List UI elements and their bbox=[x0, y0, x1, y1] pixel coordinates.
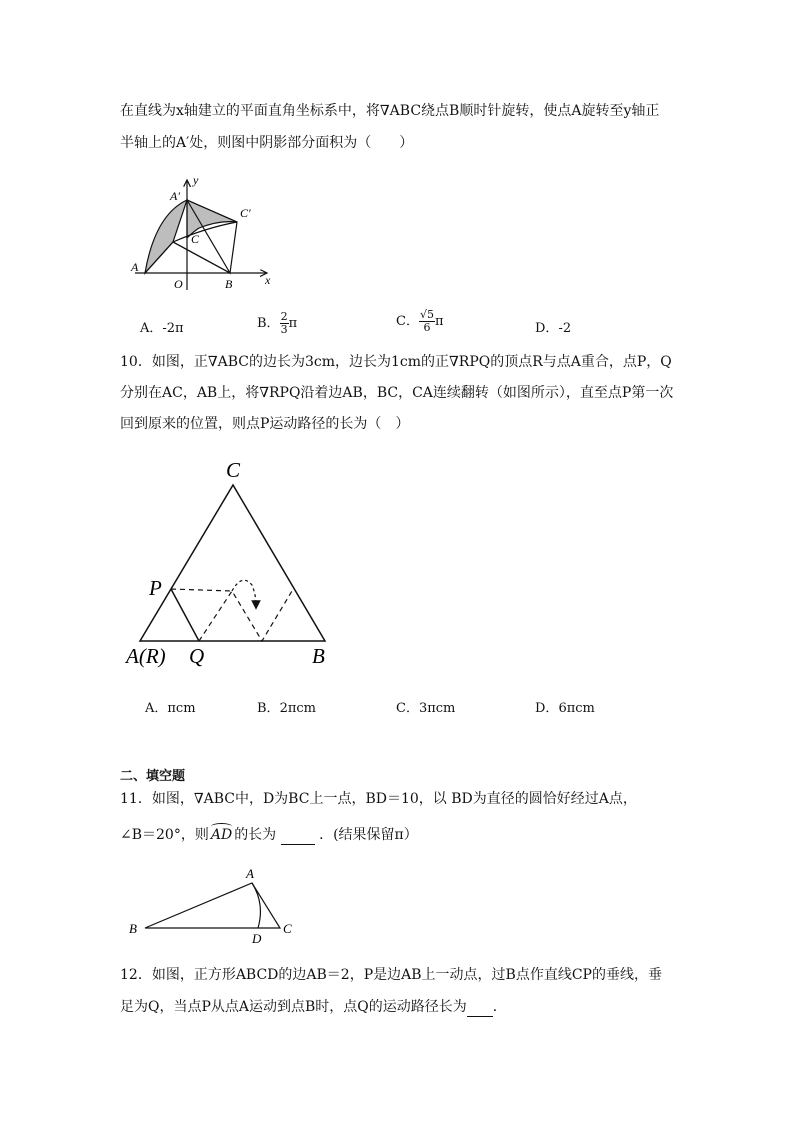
q11-text-part3: ．(结果保留π） bbox=[319, 827, 418, 843]
q10-label-q: Q bbox=[189, 644, 205, 668]
q9-label-c: C bbox=[191, 232, 200, 246]
q9-label-a-prime: A′ bbox=[170, 189, 180, 203]
q12-text-end: ． bbox=[492, 999, 507, 1015]
q9-label-c-prime: C′ bbox=[240, 206, 251, 220]
q9-shaded-left bbox=[145, 200, 187, 273]
q11-label-d: D bbox=[252, 931, 262, 946]
q9-option-d[interactable] bbox=[535, 317, 571, 336]
q12-answer-blank[interactable] bbox=[467, 1002, 493, 1017]
q9-option-c-fraction: $\frac{√5}{6}$ bbox=[419, 308, 434, 334]
q9-option-a[interactable] bbox=[140, 317, 184, 336]
q10-figure bbox=[120, 455, 340, 670]
q10-option-b-text: 2πcm bbox=[279, 701, 316, 716]
q10-text-line3: 回到原来的位置，则点P运动路径的长为（ ） bbox=[120, 416, 410, 432]
q9-label-x: x bbox=[265, 273, 271, 287]
q10-option-d-key: D． bbox=[535, 701, 559, 716]
q9-text-line2: 半轴上的A′处，则图中阴影部分面积为（ ） bbox=[120, 135, 414, 151]
q9-label-y: y bbox=[193, 173, 199, 187]
q10-label-c: C bbox=[226, 458, 241, 482]
q10-label-ar: A(R) bbox=[126, 644, 166, 668]
q10-option-d-text: 6πcm bbox=[558, 701, 595, 716]
q9-text-line1: 在直线为x轴建立的平面直角坐标系中，将∇ABC绕点B顺时针旋转，使点A旋转至y轴正 bbox=[120, 103, 660, 119]
q11-label-a: A bbox=[246, 866, 254, 881]
q12-text-part1: 足为Q，当点P从点A运动到点B时，点Q的运动路径长为 bbox=[120, 999, 467, 1015]
q11-text-line2 bbox=[120, 825, 418, 845]
q9-option-a-key: A． bbox=[140, 321, 163, 336]
q9-option-c[interactable] bbox=[396, 309, 444, 334]
q9-option-d-text: -2 bbox=[558, 321, 572, 336]
q12-text-line2 bbox=[120, 997, 507, 1017]
q10-text-line1: 10．如图，正∇ABC的边长为3cm，边长为1cm的正∇RPQ的顶点R与点A重合，点P，Q bbox=[120, 354, 672, 370]
q10-option-c[interactable] bbox=[396, 697, 455, 716]
q10-label-p: P bbox=[149, 576, 162, 600]
q11-label-c: C bbox=[283, 921, 292, 936]
q10-option-a[interactable] bbox=[145, 697, 196, 716]
q11-text-line1: 11．如图，∇ABC中，D为BC上一点，BD＝10，以 BD为直径的圆恰好经过A点， bbox=[120, 791, 637, 807]
section-title: 二、填空题 bbox=[120, 769, 186, 784]
q10-text-line2: 分别在AC，AB上，将∇RPQ沿着边AB，BC，CA连续翻转（如图所示），直至点P第一次 bbox=[120, 385, 674, 401]
q9-option-b-fraction: $\frac{2}{3}$ bbox=[280, 310, 288, 336]
q9-label-a: A bbox=[131, 260, 139, 274]
q11-arc-ad: AD bbox=[209, 827, 234, 843]
q11-label-b: B bbox=[129, 921, 137, 936]
q11-figure bbox=[120, 862, 305, 947]
q12-text-line1: 12．如图，正方形ABCD的边AB＝2，P是边AB上一动点，过B点作直线CP的垂线，垂 bbox=[120, 967, 662, 983]
q9-label-b: B bbox=[225, 277, 233, 291]
arc-symbol-icon bbox=[211, 823, 232, 830]
q10-option-b[interactable] bbox=[257, 697, 316, 716]
q9-option-a-text: -2π bbox=[162, 321, 184, 336]
q9-option-b-tail: π bbox=[288, 316, 298, 331]
q10-option-c-key: C． bbox=[396, 701, 419, 716]
q9-option-b-key: B． bbox=[257, 316, 280, 331]
q10-option-a-key: A． bbox=[145, 701, 168, 716]
q9-label-o: O bbox=[174, 277, 183, 291]
q11-text-part2: 的长为 bbox=[234, 827, 277, 843]
q10-option-d[interactable] bbox=[535, 697, 595, 716]
q9-option-b[interactable] bbox=[257, 311, 297, 336]
q9-option-d-key: D． bbox=[535, 321, 559, 336]
q10-option-a-text: πcm bbox=[167, 701, 196, 716]
q9-option-c-tail: π bbox=[434, 314, 444, 329]
q9-figure bbox=[115, 170, 285, 295]
q11-text-part1: ∠B＝20°，则 bbox=[120, 827, 209, 843]
q10-option-c-text: 3πcm bbox=[418, 701, 456, 716]
q10-label-b: B bbox=[312, 644, 325, 668]
q11-answer-blank[interactable] bbox=[281, 830, 315, 845]
q9-option-c-key: C． bbox=[396, 314, 419, 329]
q10-option-b-key: B． bbox=[257, 701, 280, 716]
